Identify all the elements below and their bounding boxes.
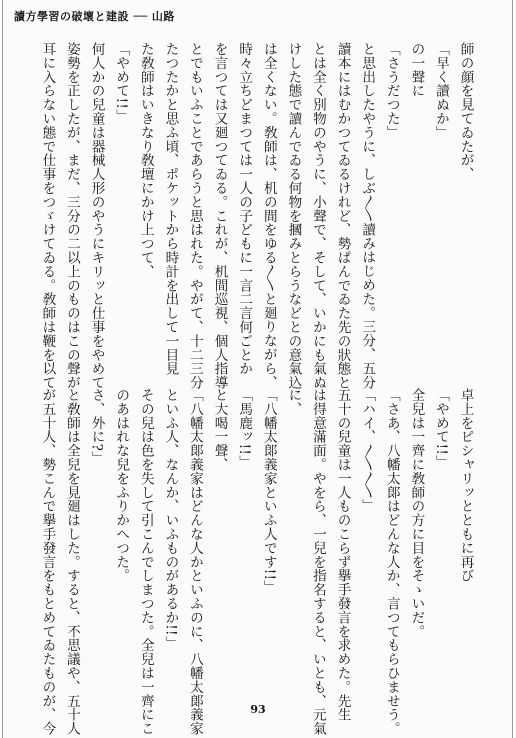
lower-text-column: と大喝一聲、: [211, 388, 228, 472]
lower-text-column: と敎師は全兒を見廻はした。すると、不思議や、五十人: [63, 388, 80, 736]
lower-text-column: 「やめて!!」: [432, 388, 449, 470]
lower-text-column: が五十人、勢こんで擧手發言をもとめてゐたものが、今: [39, 388, 56, 736]
lower-text-column: 「馬鹿ッ!!」: [236, 388, 253, 470]
lower-text-column: 全兒は一齊に敎師の方に目をそゝいだ。: [408, 388, 425, 639]
lower-text-column: 「ハイ、〳〵〳〵」: [359, 388, 376, 513]
upper-text-column: の一聲に: [408, 42, 425, 98]
running-head: 讀方學習の破壞と建設 ── 山路: [14, 10, 175, 23]
lower-text-column: に、: [285, 388, 302, 416]
lower-text-column: は得意滿面。やをら、一兒を指名すると、いとも、元氣: [309, 388, 326, 736]
lower-text-column: 五十の兒童は一人ものこらず擧手發言を求めた。先生: [334, 388, 351, 722]
upper-text-column: は全くない。敎師は、机の間をゆる〳〵と廻りながら、: [260, 42, 277, 390]
lower-text-column: 卓上をピシャリッとともに再び: [457, 388, 474, 583]
lower-text-column: 「八幡太郞義家はどんな人かといふのに、八幡太郞義家: [186, 388, 203, 736]
upper-text-column: と思出したやうに、しぶ〳〵讀みはじめた。三分、五分: [359, 42, 376, 390]
lower-text-column: のあはれな兒をふりかへつた。: [113, 388, 130, 583]
upper-text-column: 「やめて!!」: [113, 42, 130, 124]
upper-text-column: 「さうだつた」: [383, 42, 400, 140]
lower-text-column: 「八幡太郞義家といふ人です!!」: [260, 388, 277, 595]
lower-text-column: といふ人、なんか、いふものがあるか!!」: [162, 388, 179, 650]
lower-text-column: さ、外に?」: [88, 388, 105, 466]
upper-text-column: たつたかと思ふ頃、ポケットから時計を出して一目見: [162, 42, 179, 376]
upper-text-column: 師の顔を見てゐたが、: [457, 42, 474, 181]
upper-text-column: た敎師はいきなり敎壇にかけ上つて、: [137, 42, 154, 279]
scan-edge-line: [2, 0, 3, 738]
upper-text-column: 姿勢を正したが、まだ、三分の二以上のものはこの聲が: [63, 42, 80, 390]
lower-text-column: 「さあ、八幡太郞はどんな人か、言つてもらひませう。: [383, 388, 400, 736]
upper-text-column: とでもいふことであらうと思はれた。やがて、十二三分: [186, 42, 203, 390]
lower-text-column: その兒は色を失して引こんでしまつた。全兒は一齊にこ: [137, 388, 154, 736]
upper-text-column: 時々立ちどまつては一人の子どもに一言二言何ごとか: [236, 42, 253, 376]
scan-edge-line: [512, 0, 513, 738]
upper-text-column: 「早く讀ぬか」: [432, 42, 449, 140]
upper-text-column: を言つては又廻つてゐる。これが、机間巡視、個人指導: [211, 42, 228, 390]
page-number: 93: [250, 703, 266, 716]
upper-text-column: けした態で讀んでゐる何物を摑みとらうなどとの意氣込: [285, 42, 302, 390]
upper-text-column: 耳に入らない態で仕事をつゞけてゐる。敎師は鞭を以て: [39, 42, 56, 390]
upper-text-column: 讀本にはむかつてゐるけれど、勢ぱんでゐた先の狀態と: [334, 42, 351, 390]
upper-text-column: とは全く別物のやうに、小聲で、そして、いかにも氣ぬ: [309, 42, 326, 390]
upper-text-column: 何人かの兒童は器械人形のやうにキリッと仕事をやめて: [88, 42, 105, 390]
